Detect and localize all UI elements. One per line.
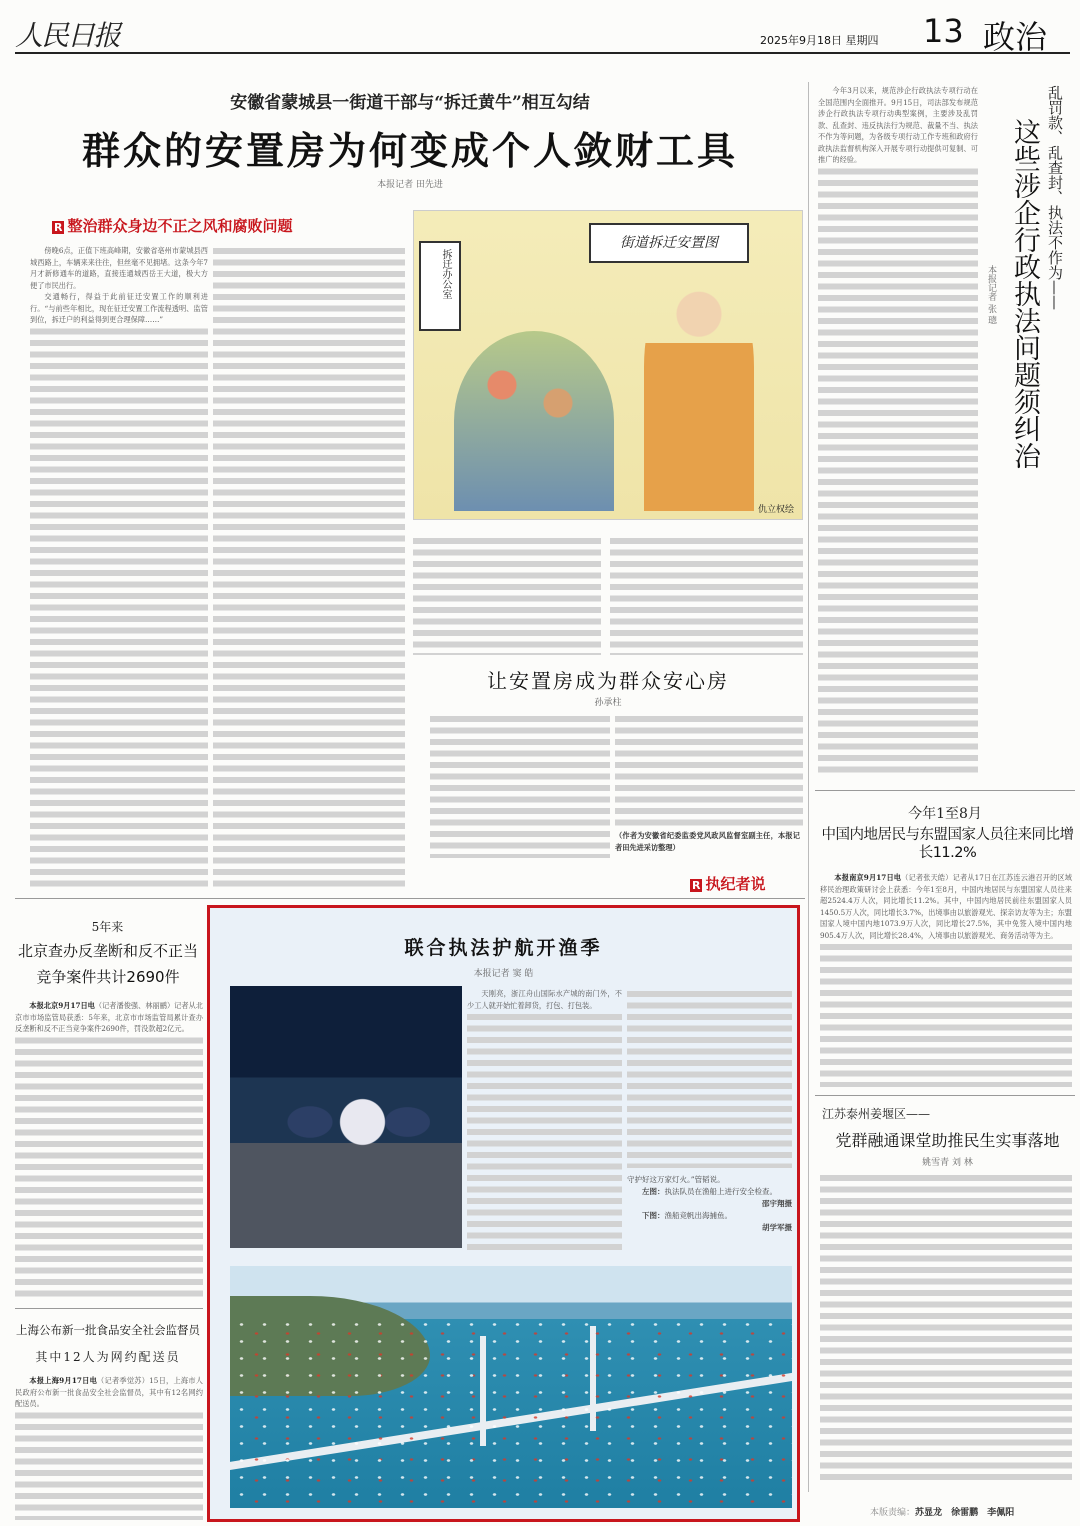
lead-paragraph: 傍晚6点，正值下班高峰期，安徽省亳州市蒙城县西城西路上，车辆来来往往，但丝毫不见拥堵。这条今年7月才新修通车的道路，直接连通城西岳王大道，极大方便了市民出行。: [30, 246, 208, 290]
editors-label: 本版责编：: [870, 1508, 916, 1518]
right-feature-lead: 今年3月以来，规范涉企行政执法专项行动在全国范围内全面推开。9月15日，司法部发布规范涉企行政执法专项行动典型案例，主要涉及乱罚款、乱查封、违反执法行为规范、裁量不当、执法不作为等问题，为各级专项行动工作专班和政府行政执法监督机构深入开展专项行动提供可复制、可推广的经验。: [818, 86, 978, 164]
beijing-headline-line-2: 竞争案件共计2690件: [36, 968, 180, 986]
fishing-headline: 联合执法护航开渔季: [404, 937, 603, 959]
beijing-lead: [15, 1000, 203, 1035]
shanghai-lead: [15, 1375, 203, 1410]
sign-board: 街道拆迁安置图: [589, 223, 749, 263]
asean-text: [820, 872, 1072, 1087]
fishing-quote: 守护好这万家灯火。”管韬说。: [627, 1175, 725, 1184]
commentary-headline: 让安置房成为群众安心房: [487, 669, 729, 693]
right-feature-kicker: 乱罚款、乱查封、执法不作为——: [1046, 85, 1064, 310]
section-name: 政治: [983, 18, 1048, 56]
main-article: [15, 80, 805, 895]
right-feature-headline: 这些涉企行政执法问题须纠治: [1009, 118, 1040, 469]
caption-text: 渔船竞帆出海捕鱼。: [664, 1211, 732, 1220]
commentary-column-2: [615, 713, 803, 828]
taizhou-headline: 党群融通课堂助推民生实事落地: [835, 1131, 1060, 1150]
commentary-column-1: [430, 713, 610, 858]
page-number: 13: [923, 12, 964, 50]
headline: 群众的安置房为何变成个人敛财工具: [81, 129, 738, 173]
beijing-headline-line-1: 北京查办反垄断和反不正当: [17, 942, 198, 960]
shanghai-headline: 上海公布新一批食品安全社会监督员: [16, 1323, 200, 1337]
right-feature-byline: 本报记者 张 璁: [986, 265, 996, 325]
newspaper-logo: 人民日报: [15, 19, 120, 52]
fishing-text-column-2: [627, 988, 792, 1168]
commentary-author-note: （作者为安徽省纪委监委党风政风监督室副主任，本报记者田先进采访整理）: [615, 831, 800, 852]
text-column-2: [213, 245, 405, 890]
photo-credit-row: [627, 1198, 792, 1210]
commentary-label: [690, 873, 766, 894]
commentary-byline: 孙承柱: [594, 698, 622, 708]
masthead: [15, 10, 1070, 54]
dateline: 本报上海9月17日电: [29, 1376, 98, 1385]
cartoon-credit: 仇立权绘: [758, 502, 794, 515]
asean-lead-text: （记者张天皓）记者从17日在江苏连云港召开的区域移民治理政策研讨会上获悉：今年1至8月，中国内地居民与东盟国家人员往来超2524.4万人次，同比增长11.2%。其中，中国内地居民前往东盟国家人员1450.5万人次，同比增长3.7%，出境事由以旅游观光、探亲访友等为主；东盟国家人境中国内地1073.9万人次，同比增长27.5%，其中免签入境中国内地905.4万人次，同比增长28.4%，入境事由以旅游观光、商务活动等为主。: [820, 873, 1072, 940]
footer-editors: [870, 1505, 1014, 1518]
asean-lead: [820, 872, 1072, 941]
taizhou-kicker: 江苏泰州姜堰区——: [822, 1107, 931, 1121]
fishing-boats: [230, 1316, 792, 1506]
editors-names: 苏显龙 徐雷鹏 李佩阳: [915, 1508, 1015, 1518]
text-column-3: [413, 535, 601, 655]
dateline: 本报南京9月17日电: [834, 873, 902, 882]
column-label-text: 整治群众身边不正之风和腐败问题: [67, 217, 293, 235]
inspector-figures: [280, 1086, 430, 1206]
fishing-feature-box: [207, 905, 800, 1522]
horizontal-divider: [15, 1308, 203, 1309]
beijing-text: [15, 1000, 203, 1300]
right-feature-text: [818, 85, 978, 775]
dateline: 本报北京9月17日电: [29, 1001, 95, 1010]
asean-headline: 中国内地居民与东盟国家人员往来同比增长11.2%: [821, 827, 1074, 861]
shanghai-text: [15, 1375, 203, 1520]
fishing-byline: 本报记者 窦 皓: [473, 969, 534, 979]
caption-text: 执法队员在渔船上进行安全检查。: [664, 1187, 777, 1196]
column-divider: [808, 82, 809, 1492]
shanghai-lead-text: （记者季觉苏）15日，上海市人民政府公布新一批食品安全社会监督员，其中有12名网约配送员。: [15, 1376, 203, 1408]
photo-credit: 邵宇翔摄: [762, 1199, 792, 1208]
cartoon-illustration: [413, 210, 803, 520]
paragraph: 交通畅行，得益于此前征迁安置工作的顺利进行。“与前些年相比，现在征迁安置工作流程透明、监管到位，拆迁户的利益得到更合理保障……”: [30, 292, 208, 324]
r-badge-icon: R: [692, 879, 701, 892]
issue-date: 2025年9月18日 星期四: [760, 34, 879, 47]
official-figure: [644, 271, 754, 511]
caption-left: [627, 1186, 792, 1198]
asean-kicker: 今年1至8月: [908, 806, 982, 822]
caption-label: 下图：: [642, 1211, 665, 1220]
horizontal-divider: [815, 1095, 1075, 1096]
horizontal-divider: [815, 790, 1075, 791]
beijing-kicker: 5年来: [91, 920, 124, 934]
office-door: 拆迁办公室: [419, 241, 461, 331]
commentary-label-text: 执纪者说: [705, 875, 766, 893]
text-column-1: [30, 245, 208, 890]
fishing-lead: 天刚亮，浙江舟山国际水产城的南门外，不少工人就开始忙着卸货，打包、打包装。: [467, 989, 622, 1010]
r-badge-icon: R: [54, 221, 63, 234]
horizontal-divider: [15, 898, 805, 899]
beijing-lead-text: （记者潘俊强、林丽鹂）记者从北京市市场监管局获悉：5年来，北京市市场监管局累计查办反垄断和反不正当竞争案件2690件，罚没款超2亿元。: [15, 1001, 203, 1033]
fishing-text-column-1: [467, 988, 622, 1250]
taizhou-text: [820, 1172, 1072, 1482]
photo-fishing-boats-bridge: [230, 1266, 792, 1508]
photo-credit-row: [627, 1222, 792, 1234]
caption-label: 左图：: [642, 1187, 665, 1196]
photo-credit: 胡学军摄: [762, 1223, 792, 1232]
photo-captions: [627, 1174, 792, 1234]
people-group: [454, 331, 614, 511]
byline: 本报记者 田先进: [377, 180, 443, 190]
photo-safety-inspection: [230, 986, 462, 1248]
caption-bottom: [627, 1210, 792, 1222]
shanghai-subhead: 其中12人为网约配送员: [35, 1350, 181, 1364]
kicker: 安徽省蒙城县一街道干部与“拆迁黄牛”相互勾结: [230, 93, 590, 113]
column-label: [52, 215, 293, 236]
taizhou-byline: 姚雪青 刘 林: [922, 1158, 973, 1168]
text-column-4: [610, 535, 803, 655]
